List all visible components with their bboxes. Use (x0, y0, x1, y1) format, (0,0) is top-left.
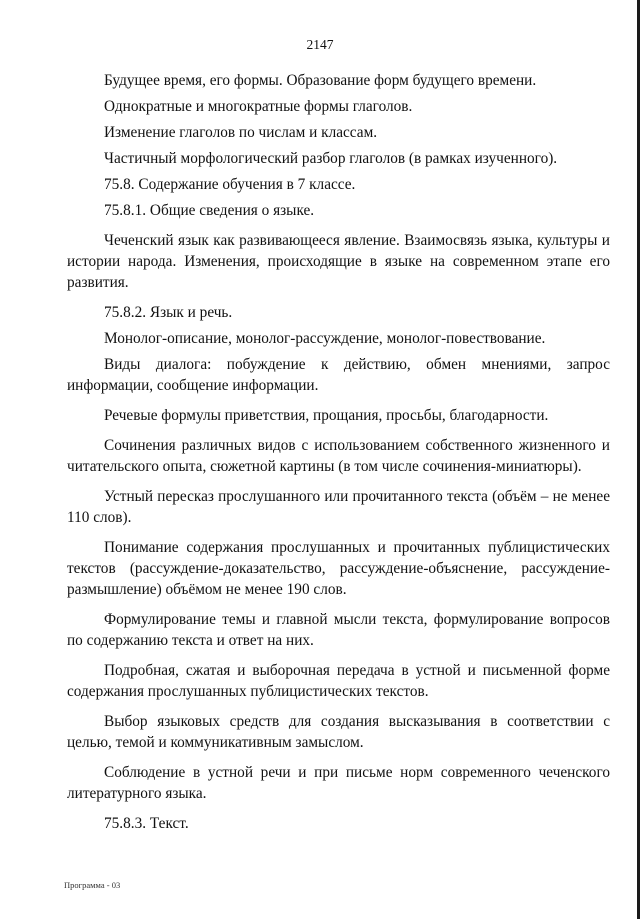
subsection-heading: 75.8.2. Язык и речь. (104, 304, 233, 321)
paragraph: Будущее время, его формы. Образование форм будущего времени. (104, 72, 537, 89)
paragraph: Выбор языковых средств для создания высказывания в соответствии с целью, темой и коммуникативным замыслом. (67, 713, 610, 751)
paragraph: Монолог-описание, монолог-рассуждение, монолог-повествование. (104, 330, 546, 347)
paragraph: Устный пересказ прослушанного или прочитанного текста (объём – не менее 110 слов). (67, 488, 610, 526)
page-body (67, 70, 610, 839)
subsection-heading: 75.8.1. Общие сведения о языке. (104, 202, 315, 219)
paragraph: Чеченский язык как развивающееся явление. Взаимосвязь языка, культуры и истории народа. Изменения, происходящие в языке на современном этапе его развития. (67, 232, 610, 291)
paragraph: Однократные и многократные формы глаголов. (104, 98, 413, 115)
page-number: 2147 (306, 37, 334, 52)
section-heading: 75.8. Содержание обучения в 7 классе. (104, 176, 356, 193)
paragraph: Частичный морфологический разбор глаголов (в рамках изученного). (104, 150, 558, 167)
page-footer: Программа - 03 (64, 880, 121, 890)
paragraph: Речевые формулы приветствия, прощания, просьбы, благодарности. (104, 407, 549, 424)
subsection-heading: 75.8.3. Текст. (104, 815, 189, 832)
paragraph: Изменение глаголов по числам и классам. (104, 124, 378, 141)
paragraph: Виды диалога: побуждение к действию, обмен мнениями, запрос информации, сообщение информации. (67, 356, 610, 394)
paragraph: Соблюдение в устной речи и при письме норм современного чеченского литературного языка. (67, 764, 610, 802)
paragraph: Подробная, сжатая и выборочная передача в устной и письменной форме содержания прослушанных публицистических текстов. (67, 662, 610, 700)
paragraph: Сочинения различных видов с использованием собственного жизненного и читательского опыта, сюжетной картины (в том числе сочинения-миниатюры). (67, 437, 610, 475)
paragraph: Понимание содержания прослушанных и прочитанных публицистических текстов (рассуждение-доказательство, рассуждение-объяснение, рассуждение-размышление) объёмом не менее 190 слов. (67, 539, 610, 598)
paragraph: Формулирование темы и главной мысли текста, формулирование вопросов по содержанию текста и ответ на них. (67, 611, 610, 649)
